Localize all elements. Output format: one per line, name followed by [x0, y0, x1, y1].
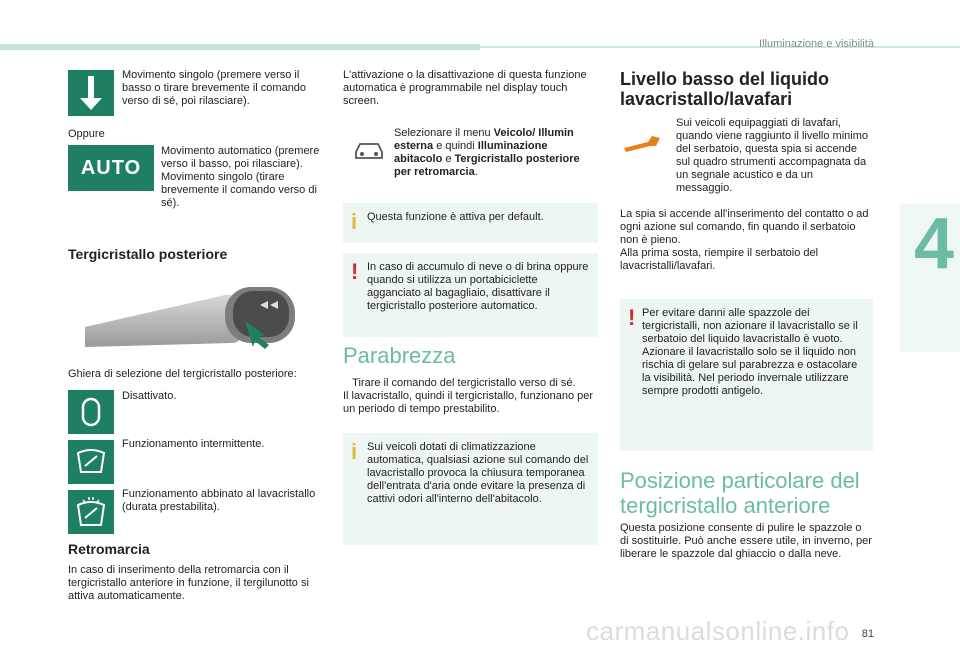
lamp-text	[620, 208, 872, 273]
wiper-off-icon	[68, 390, 114, 434]
info-box-climate	[343, 433, 598, 545]
rear-wiper-title: Tergicristallo posteriore	[68, 246, 228, 262]
header-bar-left	[0, 44, 480, 50]
menu-quindi: e quindi	[433, 140, 478, 152]
washer-fluid-lamp-icon	[622, 132, 662, 154]
menu-select-text: Selezionare il menu	[394, 127, 494, 139]
windscreen-title: Parabrezza	[343, 343, 456, 368]
wiper-intermittent-text: Funzionamento intermittente.	[122, 438, 265, 450]
windscreen-instructions	[343, 377, 599, 416]
warning-pumps-line2: Azionare il lavacristallo solo se il liquido non rischia di gelare sul parabrezza e ostacolare la visibilità. Nel periodo invernale utilizzare sempre prodotti antigelo.	[642, 346, 858, 397]
car-settings-icon	[352, 138, 386, 164]
watermark: carmanualsonline.info	[586, 616, 850, 646]
warning-box-pumps	[620, 299, 873, 451]
chapter-number: 4	[913, 204, 954, 284]
windscreen-text: Il lavacristallo, quindi il tergicristallo, funzionano per un periodo di tempo prestabilito.	[343, 390, 594, 415]
info-default-text: Questa funzione è attiva per default.	[367, 211, 544, 223]
menu-end: .	[474, 166, 478, 178]
auto-text-line2: Movimento singolo (tirare brevemente il comando verso di sé).	[161, 171, 317, 209]
special-position-title: Posizione particolare del tergicristallo anteriore	[620, 468, 860, 518]
warning-snow-text: In caso di accumulo di neve o di brina oppure quando si utilizza un portabiciclette agganciato al bagagliaio, disattivare il tergicristallo posteriore automatico.	[367, 261, 589, 312]
lamp-text-line1: La spia si accende all'inserimento del contatto o ad ogni azione sul comando, fin quando il serbatoio non è pieno.	[620, 208, 869, 246]
wiper-intermittent-icon	[68, 440, 114, 484]
header-bar-right	[480, 46, 960, 48]
menu-instruction	[394, 127, 598, 179]
single-move-text: Movimento singolo (premere verso il basso o tirare brevemente il comando verso di sé, poi rilasciare).	[122, 69, 307, 107]
info-box-default	[343, 203, 598, 243]
warning-pumps-text	[642, 307, 862, 398]
header-title: Illuminazione e visibilità	[759, 38, 874, 50]
wiper-washer-icon	[68, 490, 114, 534]
menu-abitacolo: Illuminazione abitacolo	[394, 140, 548, 165]
info-icon: i	[351, 209, 358, 234]
warning-icon-2: !	[628, 305, 636, 330]
menu-veicolo: Veicolo/ Illumin esterna	[394, 127, 574, 152]
page-number: 81	[861, 628, 874, 640]
auto-text-line1: Movimento automatico (premere verso il basso, poi rilasciare).	[161, 145, 320, 170]
auto-icon: AUTO	[68, 145, 154, 191]
col2-intro: L'attivazione o la disattivazione di questa funzione automatica è programmabile nel display touch screen.	[343, 69, 587, 107]
low-level-title: Livello basso del liquido lavacristallo/lavafari	[620, 69, 830, 109]
ring-caption: Ghiera di selezione del tergicristallo posteriore:	[68, 368, 297, 380]
windscreen-bullet-line	[343, 377, 599, 390]
menu-e: e	[442, 153, 455, 165]
wiper-stalk-illustration	[85, 277, 305, 355]
low-level-text: Sui veicoli equipaggiati di lavafari, quando viene raggiunto il livello minimo del serbatoio, questa spia si accende sul quadro strumenti accompagnata da un segnale acustico e da un messaggio.	[676, 117, 869, 194]
windscreen-bullet-text: Tirare il comando del tergicristallo verso di sé.	[352, 377, 576, 389]
wiper-washer-text: Funzionamento abbinato al lavacristallo (durata prestabilita).	[122, 488, 316, 513]
info-climate-text: Sui veicoli dotati di climatizzazione automatica, qualsiasi azione sul comando del lavacristallo provoca la chiusura temporanea dell'entrata d'aria onde evitare la presenza di cattivi odori all'interno dell'abitacolo.	[367, 441, 589, 505]
menu-rear: Tergicristallo posteriore per retromarcia	[394, 153, 580, 178]
warning-icon: !	[351, 259, 359, 284]
oppure-text: Oppure	[68, 128, 105, 140]
single-move-arrow-icon	[68, 70, 114, 116]
info-icon-2: i	[351, 439, 358, 464]
special-position-text: Questa posizione consente di pulire le spazzole o di sostituirle. Può anche essere utile, in inverno, per liberare le spazzole dal ghiaccio o dalla neve.	[620, 522, 872, 560]
auto-text	[161, 145, 329, 210]
wiper-off-text: Disattivato.	[122, 390, 177, 402]
reverse-title: Retromarcia	[68, 541, 150, 557]
reverse-text: In caso di inserimento della retromarcia con il tergicristallo anteriore in funzione, il tergilunotto si attiva automaticamente.	[68, 564, 309, 602]
warning-pumps-line1: Per evitare danni alle spazzole dei tergicristalli, non azionare il lavacristallo se il serbatoio del liquido lavacristallo è vuoto.	[642, 307, 858, 345]
warning-box-snow	[343, 253, 598, 337]
lamp-text-line2: Alla prima sosta, riempire il serbatoio del lavacristalli/lavafari.	[620, 247, 819, 272]
